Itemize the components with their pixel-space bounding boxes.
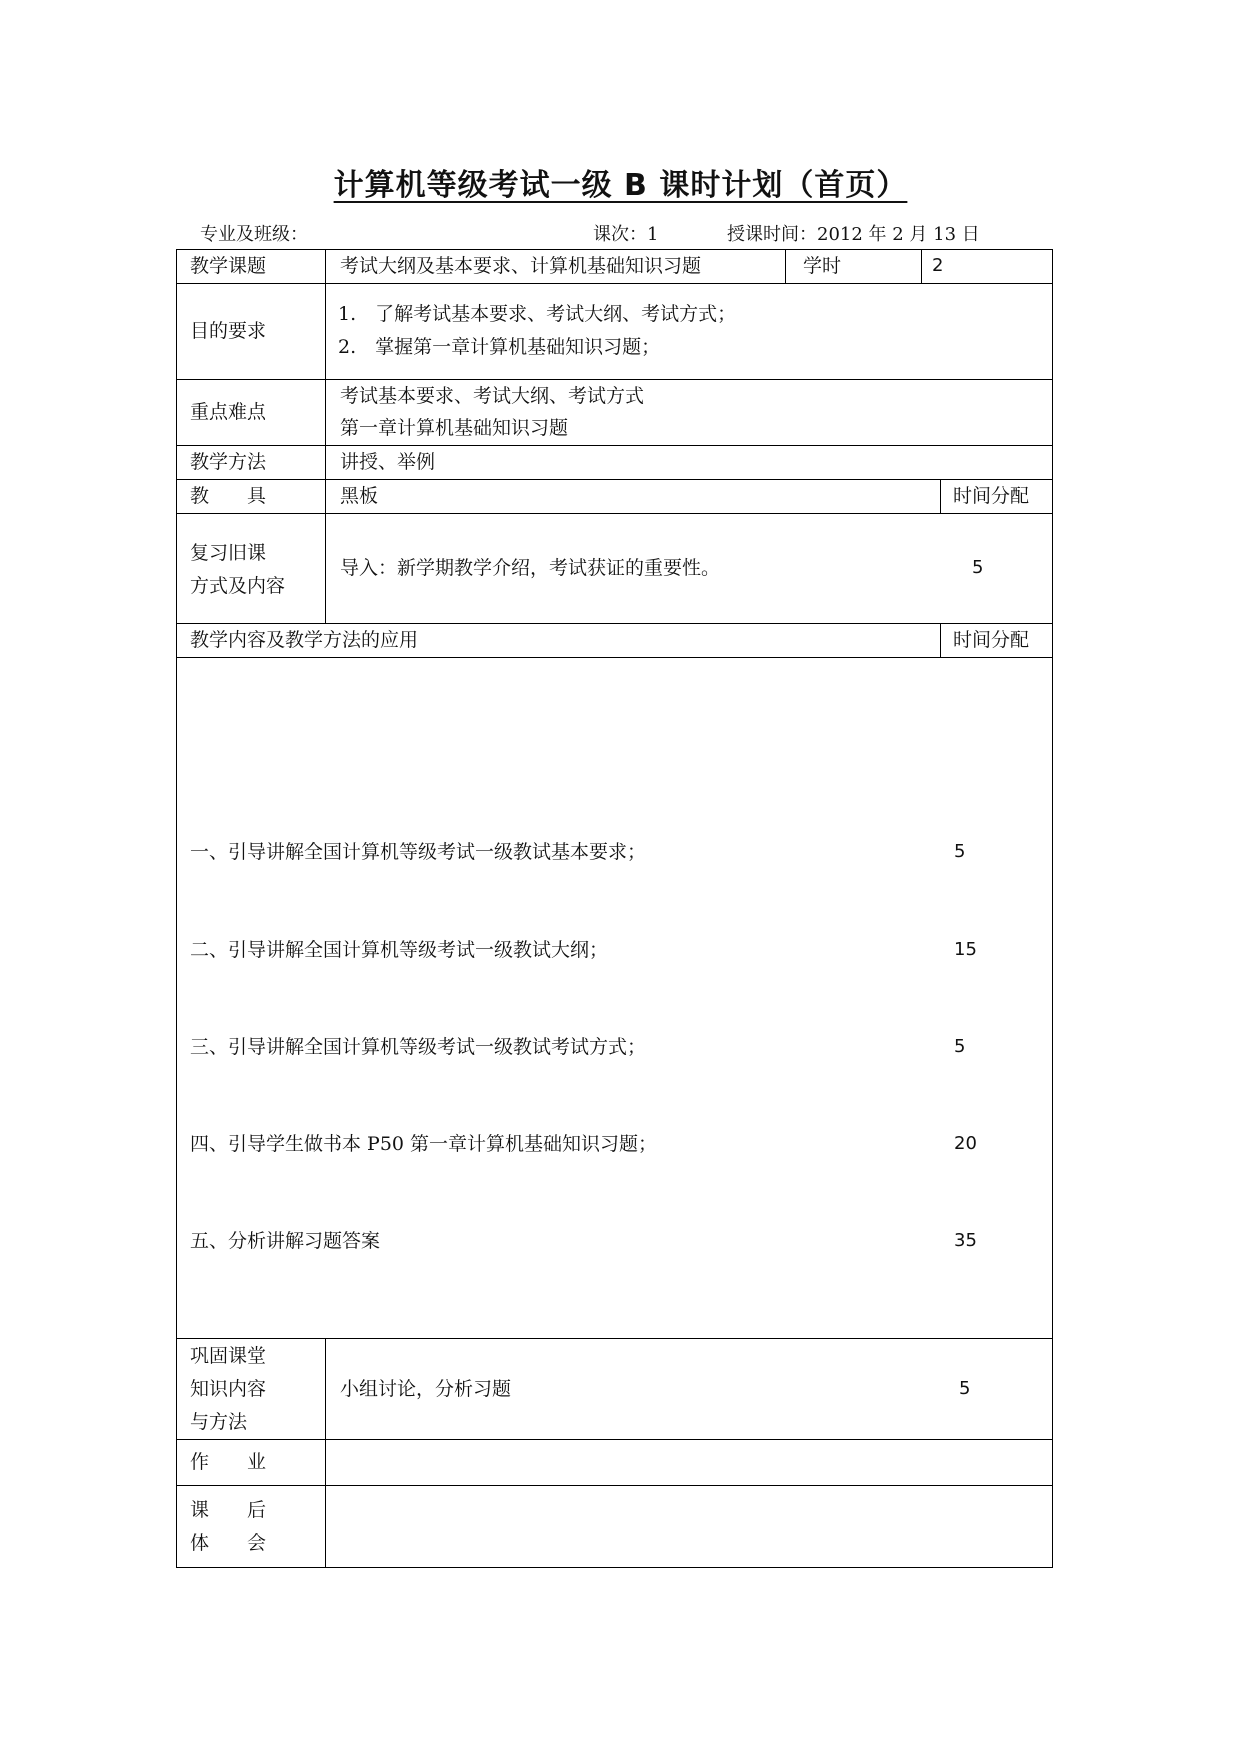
key-point-item-2: 第一章计算机基础知识习题 <box>340 417 569 439</box>
content-item-1: 一、引导讲解全国计算机等级考试一级教试基本要求； <box>190 841 647 863</box>
objective-item-1: 1. 了解考试基本要求、考试大纲、考试方式； <box>338 303 737 325</box>
content-item-5: 五、分析讲解习题答案 <box>190 1230 381 1252</box>
method-label: 教学方法 <box>190 451 267 473</box>
objective-item-2: 2. 掌握第一章计算机基础知识习题； <box>338 336 661 358</box>
consolidation-label-line-2: 知识内容 <box>190 1378 267 1400</box>
content-time-label: 时间分配 <box>953 629 1030 651</box>
consolidation-value: 小组讨论，分析习题 <box>340 1378 512 1400</box>
lesson-date: 授课时间：2012 年 2 月 13 日 <box>727 224 980 245</box>
consolidation-time: 5 <box>959 1378 971 1399</box>
reflection-label-line-2: 体 会 <box>190 1532 267 1554</box>
content-item-2-time: 15 <box>954 939 977 960</box>
content-item-1-time: 5 <box>954 841 966 862</box>
page-title: 计算机等级考试一级 B 课时计划（首页） <box>333 168 908 203</box>
hours-value: 2 <box>932 255 944 276</box>
review-time: 5 <box>972 557 984 578</box>
topic-value: 考试大纲及基本要求、计算机基础知识习题 <box>340 255 702 277</box>
topic-label: 教学课题 <box>190 255 267 277</box>
method-value: 讲授、举例 <box>340 451 436 473</box>
key-points-label: 重点难点 <box>190 401 267 423</box>
review-value: 导入：新学期教学介绍，考试获证的重要性。 <box>340 557 721 579</box>
content-header-label: 教学内容及教学方法的应用 <box>190 629 419 651</box>
tools-value: 黑板 <box>340 485 379 507</box>
content-item-3: 三、引导讲解全国计算机等级考试一级教试考试方式； <box>190 1036 647 1058</box>
major-class-label: 专业及班级： <box>200 224 308 245</box>
content-item-2: 二、引导讲解全国计算机等级考试一级教试大纲； <box>190 939 609 961</box>
key-point-item-1: 考试基本要求、考试大纲、考试方式 <box>340 385 645 407</box>
consolidation-label-line-1: 巩固课堂 <box>190 1345 267 1367</box>
tools-label: 教 具 <box>190 485 267 507</box>
objectives-label: 目的要求 <box>190 320 267 342</box>
homework-label: 作 业 <box>190 1451 267 1473</box>
lesson-number: 课次：1 <box>593 224 659 245</box>
reflection-label-line-1: 课 后 <box>190 1499 267 1521</box>
content-item-5-time: 35 <box>954 1230 977 1251</box>
review-label-line-2: 方式及内容 <box>190 575 286 597</box>
content-item-4: 四、引导学生做书本 P50 第一章计算机基础知识习题； <box>190 1133 658 1155</box>
content-item-3-time: 5 <box>954 1036 966 1057</box>
consolidation-label-line-3: 与方法 <box>190 1411 248 1433</box>
content-item-4-time: 20 <box>954 1133 977 1154</box>
review-label-line-1: 复习旧课 <box>190 542 267 564</box>
hours-label: 学时 <box>803 255 842 277</box>
time-allocation-label: 时间分配 <box>953 485 1030 507</box>
